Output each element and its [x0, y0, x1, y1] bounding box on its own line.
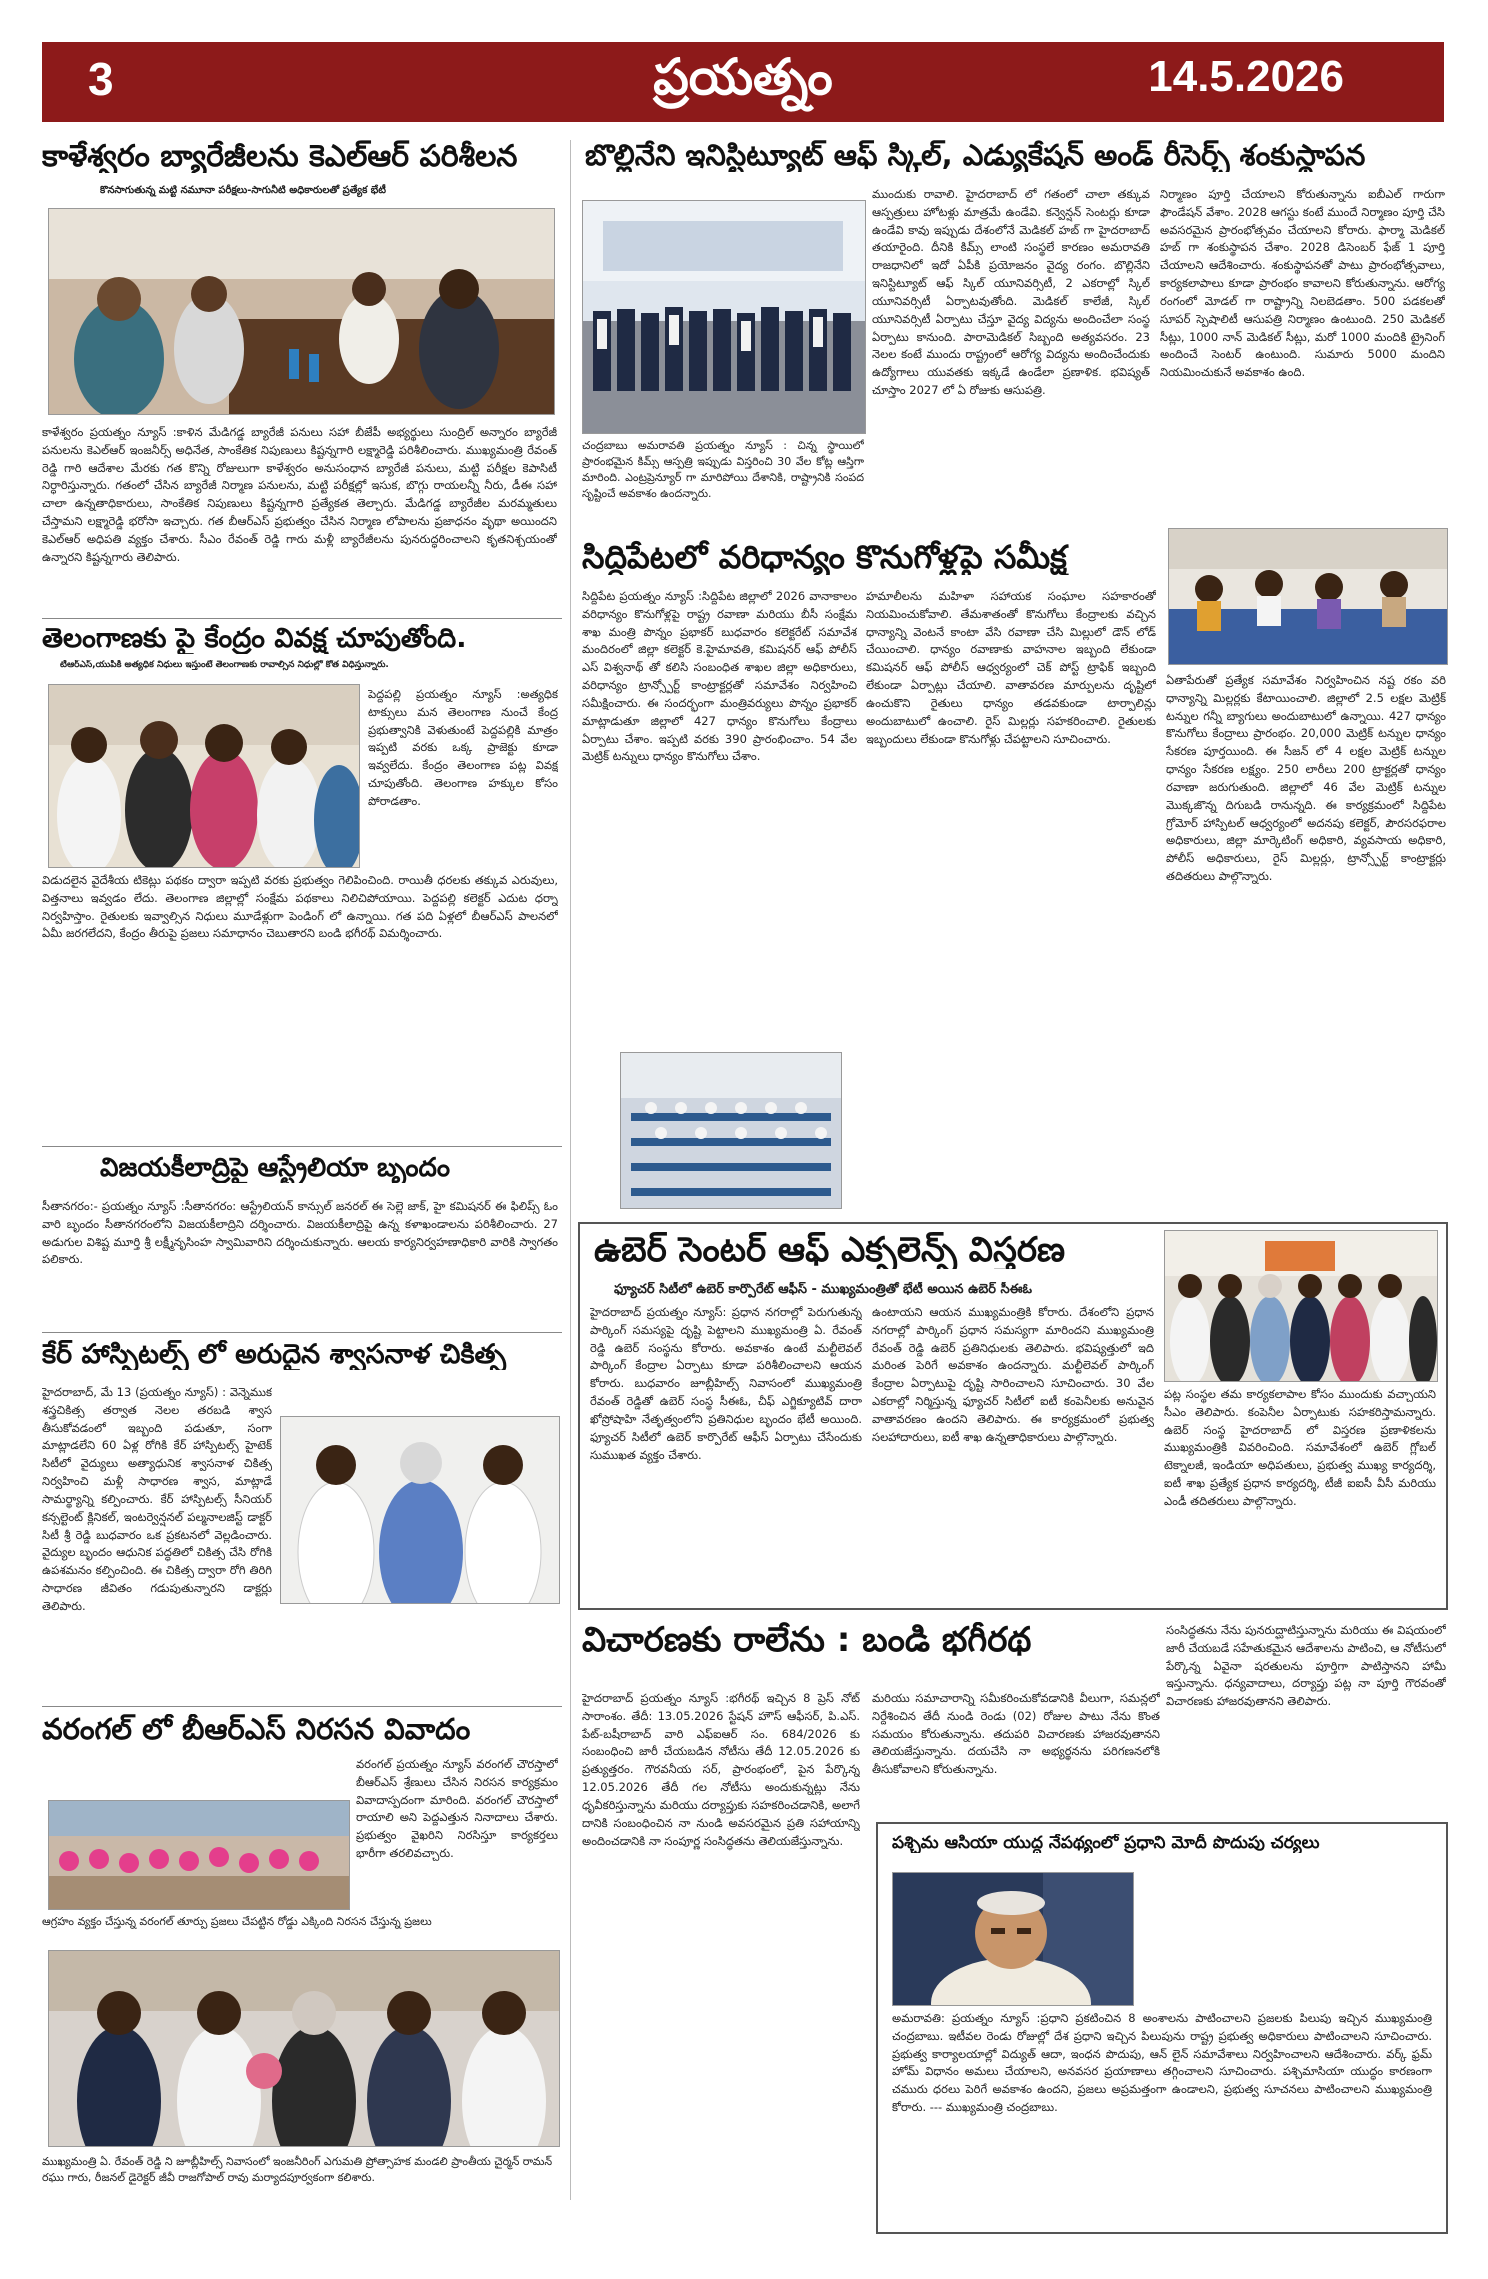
story5-headline: కేర్ హాస్పిటల్స్ లో అరుదైన శ్వాసనాళ చికిత్స	[42, 1340, 506, 1370]
story3-photo	[48, 684, 360, 868]
story10-headline: పశ్చిమ ఆసియా యుద్ధ నేపథ్యంలో ప్రధాని మోదీ పొదుపు చర్యలు	[892, 1834, 1320, 1853]
story4-headline: విజయకీలాద్రిపై ఆస్ట్రేలియా బృందం	[100, 1154, 451, 1183]
story8-body-col2: ఉంటాయని ఆయన ముఖ్యమంత్రికి కోరారు. దేశంలోని ప్రధాన నగరాల్లో పార్కింగ్ ప్రధాన సమస్యగా మారిందని ముఖ్యమంత్రి రేవంత్ రెడ్డి ఉబెర్ ప్రతినిధులకు తెలిపారు. భవిష్యత్తులో ఇది మరింత పెరిగే అవకాశం ఉందన్నారు. మల్టీలెవల్ పార్కింగ్ కేంద్రాల ఏర్పాటుపై దృష్టి సారించాలని సూచించారు. 30 వేల ఎకరాల్లో నిర్మిస్తున్న ఫ్యూచర్ సిటీలో ఐటీ కంపెనీలకు అనువైన వాతావరణం ఉందని తెలిపారు. ఈ కార్యక్రమంలో ప్రభుత్వ సలహాదారులు, ఐటీ శాఖ ఉన్నతాధికారులు పాల్గొన్నారు.	[872, 1305, 1154, 1444]
story10-body: అమరావతి: ప్రయత్నం న్యూస్ :ప్రధాని ప్రకటించిన 8 అంశాలను పాటించాలని ప్రజలకు పిలుపు ఇచ్చిన ముఖ్యమంత్రి చంద్రబాబు. ఇటీవల రెండు రోజుల్లో దేశ ప్రధాని ఇచ్చిన పిలుపును రాష్ట్ర ప్రభుత్వ అధికారులు పాటించాలని సూచించారు. ప్రభుత్వ కార్యాలయాల్లో విద్యుత్ ఆదా, ఇంధన పొదుపు, ఆన్ లైన్ సమావేశాలు నిర్వహించాలని ఆదేశించారు. వర్క్ ఫ్రమ్ హోమ్ విధానం అమలు చేయాలని, అనవసర ప్రయాణాలు తగ్గించాలని సూచించారు. పశ్చిమాసియా యుద్ధం కారణంగా చమురు ధరలు పెరిగే అవకాశం ఉందని, ప్రజలు అప్రమత్తంగా ఉండాలని, ప్రభుత్వ సూచనలు పాటించాలని ముఖ్యమంత్రి కోరారు. --- ముఖ్యమంత్రి చంద్రబాబు.	[892, 2011, 1432, 2115]
story6-photo1	[48, 1800, 350, 1910]
story7-headline: సిద్దిపేటలో వరిధాన్యం కొనుగోళ్లపై సమీక్ష	[582, 540, 1067, 576]
story3-body: విడుదలైన వైదేశీయ టికెట్లు పథకం ద్వారా ఇప్పటి వరకు ప్రభుత్వం గెలిపించింది. రాయితీ ధరలకు తక్కువ ఎరువులు, విత్తనాలు ఇవ్వడం లేదు. తెలంగాణ జిల్లాల్లో సంక్షేమ పథకాలు నిలిచిపోయాయి. పెద్దపల్లి కలెక్టర్ ఎదుట ధర్నా నిర్వహిస్తాం. రైతులకు ఇవ్వాల్సిన నిధులు మూడేళ్లుగా పెండింగ్ లో ఉన్నాయి. గత పది ఏళ్లలో బీఆర్ఎస్ పాలనలో ఏమీ జరగలేదని, కేంద్రం తీరుపై ప్రజలు సమాధానం చెబుతారని బండి భగీరథ్ విమర్శించారు.	[42, 873, 558, 941]
story10-photo	[892, 1872, 1134, 2006]
page-number: 3	[88, 53, 114, 105]
story1-headline: కాళేశ్వరం బ్యారేజీలను కెఎల్ఆర్ పరిశీలన	[42, 140, 518, 173]
divider	[42, 1706, 562, 1707]
story6-caption1: ఆగ్రహం వ్యక్తం చేస్తున్న వరంగల్ తూర్పు ప్రజలు చేపట్టిన రోడ్డు ఎక్కింది నిరసన చేస్తున్న ప్రజలు	[42, 1915, 432, 1928]
column-divider	[570, 140, 571, 2200]
story1-body: కాళేశ్వరం ప్రయత్నం న్యూస్ :కాళిన మేడిగడ్డ బ్యారేజీ పనులు సహా బీజేపీ అభ్యర్థులు సుంద్రిల్ అన్నారం బ్యారేజీ పనులను కెఎల్ఆర్ ఇంజనీర్స్ అధినేత, సాంకేతిక నిపుణులు కిష్టన్నగారి లక్ష్మారెడ్డి పరిశీలించారు. ముఖ్యమంత్రి రేవంత్ రెడ్డి గారి ఆదేశాల మేరకు గత కొన్ని రోజులుగా కాళేశ్వరం అనుసంధాన బ్యారేజీ పనులు, మట్టి పరీక్షల కెపాసిటీ నిర్ధారిస్తున్నారు. గతంలో చేసిన బ్యారేజీ నిర్మాణ పనులను, మట్టి పరీక్షల్లో ఇసుక, బొగ్గు రాయలన్నీ నీరు, డీఈ సహా చాలా ఉన్నతాధికారులు, సాంకేతిక నిపుణులు కిష్టన్నగారి ప్రత్యేకత తెల్చారు. మేడిగడ్డ బ్యారేజీల మరమ్మతులు చేస్తామని లక్ష్మారెడ్డి భరోసా ఇచ్చారు. గత బీఆర్ఎస్ ప్రభుత్వం చేసిన నిర్మాణ లోపాలను ప్రజాధనం వృథా అయిందని కెఎల్ఆర్ అధిపతి వ్యక్తం చేశారు. సీఎం రేవంత్ రెడ్డి గారు మళ్లీ బ్యారేజీలను పునరుద్ధరించాలని కృతనిశ్చయంతో ఉన్నారని కిష్టన్నగారు తెలిపారు.	[42, 425, 557, 564]
issue-date: 14.5.2026	[1148, 52, 1344, 101]
story9-body-col2: మరియు సమాచారాన్ని సమీకరించుకోవడానికి వీలుగా, సమన్లలో నిర్దేశించిన తేదీ నుండి రెండు (02) రోజుల పాటు నేను కొంత సమయం కోరుతున్నాను. తదుపరి విచారణకు హాజరవుతానని తెలియజేస్తున్నాను. దయచేసి నా అభ్యర్థనను పరిగణనలోకి తీసుకోవాలని కోరుతున్నాను.	[872, 1691, 1160, 1777]
story8-subhead: ఫ్యూచర్ సిటీలో ఉబెర్ కార్పొరేట్ ఆఫీస్ - ముఖ్యమంత్రితో భేటీ అయిన ఉబెర్ సీఈఓ	[614, 1282, 1032, 1297]
paper-name: ప్రయత్నం	[653, 48, 833, 106]
divider	[42, 1332, 562, 1333]
story6-headline: వరంగల్ లో బీఆర్ఎస్ నిరసన వివాదం	[42, 1714, 471, 1746]
story9-body-col3: సంసిద్ధతను నేను పునరుద్ఘాటిస్తున్నాను మరియు ఈ విషయంలో జారీ చేయబడే సహేతుకమైన ఆదేశాలను పాటించి, ఆ నోటీసులో పేర్కొన్న ఏవైనా షరతులను పూర్తిగా పాటిస్తానని హామీ ఇస్తున్నాను. ధన్యవాదాలు, దర్యాప్తు పట్ల నా పూర్తి గౌరవంతో విచారణకు హాజరవుతానని తెలిపారు.	[1166, 1623, 1446, 1709]
story4-body: సీతానగరం:- ప్రయత్నం న్యూస్ :సీతానగరం: ఆస్ట్రేలియన్ కాన్సుల్ జనరల్ ఈ సెల్లె జాక్, హై కమిషనర్ ఈ ఫిలిప్స్ ఓం వారి బృందం సీతానగరంలోని విజయకీలాద్రిని దర్శించారు. విజయకీలాద్రిపై ఉన్న కళాఖండాలను పరిశీలించారు. 27 అడుగుల విశిష్ట మూర్తి శ్రీ లక్ష్మీనృసింహ స్వామివారిని దర్శించుకున్నారు. ఆలయ కార్యనిర్వహణాధికారి వారికి స్వాగతం పలికారు.	[42, 1199, 558, 1267]
story2-caption: చంద్రబాబు అమరావతి ప్రయత్నం న్యూస్ : చిన్న స్థాయిలో ప్రారంభమైన కిమ్స్ ఆస్పత్రి ఇప్పుడు విస్తరించి 30 వేల కోట్ల ఆస్తిగా మారింది. ఎంట్రప్రెన్యూర్ గా మారిపోయి దేశానికి, రాష్ట్రానికి సంపద సృష్టించే అవకాశం ఉందన్నారు.	[582, 439, 864, 500]
divider	[42, 1146, 562, 1147]
story6-photo2	[48, 1950, 560, 2147]
story1-photo	[48, 208, 555, 415]
story5-photo	[280, 1416, 560, 1604]
story6-caption2: ముఖ్యమంత్రి ఏ. రేవంత్ రెడ్డి ని జూబ్లీహిల్స్ నివాసంలో ఇంజనీరింగ్ ఎగుమతి ప్రోత్సాహక మండలి ప్రాంతీయ చైర్మన్ రామన్ రఘు గారు, రీజనల్ డైరెక్టర్ జీవీ రాజగోపాల్ రావు మర్యాదపూర్వకంగా కలిశారు.	[42, 2155, 553, 2184]
story9-body-col1: హైదరాబాద్ ప్రయత్నం న్యూస్ :భగీరథ్ ఇచ్చిన 8 ప్రెస్ నోట్ సారాంశం. తేదీ: 13.05.2026 స్టేషన్ హౌస్ ఆఫీసర్, పి.ఎస్. పేట్-బషీరాబాద్ వారి ఎఫ్ఐఆర్ సం. 684/2026 కు సంబంధించి జారీ చేయబడిన నోటీసు తేదీ 12.05.2026 కు ప్రత్యుత్తరం. గౌరవనీయ సర్, ప్రారంభంలో, పైన పేర్కొన్న 12.05.2026 తేదీ గల నోటీసు అందుకున్నట్లు నేను ధృవీకరిస్తున్నాను మరియు దర్యాప్తుకు సహకరించడానికి, అలాగే దానికి సంబంధించిన నా నుండి అవసరమైన ప్రతి సహాయాన్ని అందించడానికి నా సంపూర్ణ సంసిద్ధతను తెలియజేస్తున్నాను.	[582, 1691, 860, 1848]
story8-body-col3: పట్ల సంస్థల తమ కార్యకలాపాల కోసం ముందుకు వచ్చాయని సీఎం తెలిపారు. కంపెనీల ఏర్పాటుకు సహకరిస్తామన్నారు. ఉబెర్ సంస్థ హైదరాబాద్ లో విస్తరణ ప్రణాళికలను ముఖ్యమంత్రికి వివరించింది. సమావేశంలో ఉబెర్ గ్లోబల్ టెక్నాలజీ, ఇండియా అధిపతులు, ప్రభుత్వ ముఖ్య కార్యదర్శి, ఐటీ శాఖ ప్రత్యేక ప్రధాన కార్యదర్శి, టీజీ ఐఐసీ వీసీ మరియు ఎండీ తదితరులు పాల్గొన్నారు.	[1164, 1387, 1436, 1508]
story3-subhead: టీఆర్ఎస్,యుపికి అత్యధిక నిధులు ఇస్తుంటే తెలంగాణకు రావాల్సిన నిధుల్లో కోత విధిస్తున్నారు.	[60, 660, 389, 670]
story7-body-col1: సిద్దిపేట ప్రయత్నం న్యూస్ :సిద్దిపేట జిల్లాలో 2026 వానాకాలం వరిధాన్యం కొనుగోళ్లపై రాష్ట్ర రవాణా మరియు బీసీ సంక్షేమ శాఖ మంత్రి పొన్నం ప్రభాకర్ బుధవారం కలెక్టరేట్ సమావేశ మందిరంలో జిల్లా కలెక్టర్ కె.హైమావతి, కమిషనర్ ఆఫ్ పోలీస్ ఎస్ విశ్వనాథ్ తో కలిసి సంబంధిత శాఖల జిల్లా అధికారులు, వరిధాన్యం ట్రాన్స్పోర్ట్ కాంట్రాక్టర్లతో సమావేశం నిర్వహించి సమీక్షించారు. ఈ సందర్భంగా మంత్రివర్యులు పొన్నం ప్రభాకర్ మాట్లాడుతూ జిల్లాలో 427 ధాన్యం కొనుగోలు కేంద్రాలు ఏర్పాటు చేశాం. ఇప్పటి వరకు 390 ప్రారంభించాం. 54 వేల మెట్రిక్ టన్నులు ధాన్యం కొనుగోలు చేశాం.	[582, 589, 857, 764]
story3-headline: తెలంగాణకు పై కేంద్రం వివక్ష చూపుతోంది.	[42, 624, 467, 654]
story7-photo1	[1168, 528, 1448, 665]
story8-body-col1: హైదరాబాద్ ప్రయత్నం న్యూస్: ప్రధాన నగరాల్లో పెరుగుతున్న పార్కింగ్ సమస్యపై దృష్టి పెట్టాలని ముఖ్యమంత్రి ఏ. రేవంత్ రెడ్డి ఉబెర్ సంస్థను కోరారు. అవకాశం ఉంటే మల్టీలెవల్ పార్కింగ్ కేంద్రాల ఏర్పాటు కూడా పరిశీలించాలని ఆయన కోరారు. బుధవారం జూబ్లీహిల్స్ నివాసంలో ముఖ్యమంత్రి రేవంత్ రెడ్డితో ఉబెర్ సంస్థ సీఈఓ, చీఫ్ ఎగ్జిక్యూటివ్ దారా ఖోస్రోషాహి నేతృత్వంలోని ప్రతినిధుల బృందం భేటీ అయింది. ఫ్యూచర్ సిటీలో ఉబెర్ కార్పొరేట్ ఆఫీస్ ఏర్పాటు చేసేందుకు సుముఖత వ్యక్తం చేశారు.	[590, 1305, 862, 1462]
story1-subhead: కొనసాగుతున్న మట్టి నమూనా పరీక్షలు-సాగునీటి అధికారులతో ప్రత్యేక భేటీ	[100, 185, 386, 196]
story5-body: హైదరాబాద్, మే 13 (ప్రయత్నం న్యూస్) : వెన్నెముక శస్త్రచికిత్స తర్వాత నెలల తరబడి శ్వాస తీసుకోవడంలో ఇబ్బంది పడుతూ, సంగా మాట్లాడలేని 60 ఏళ్ల రోగికి కేర్ హాస్పిటల్స్ హైటెక్ సిటీలో వైద్యులు అత్యాధునిక శ్వాసనాళ చికిత్స నిర్వహించి మళ్లీ సాధారణ శ్వాస, మాట్లాడే సామర్థ్యాన్ని కల్పించారు. కేర్ హాస్పిటల్స్ సీనియర్ కన్సల్టెంట్ క్లినికల్, ఇంటర్వెన్షనల్ పల్మనాలజిస్ట్ డాక్టర్ సిటీ శ్రీ రెడ్డి బుధవారం ఒక ప్రకటనలో వెల్లడించారు. వైద్యుల బృందం ఆధునిక పద్ధతిలో చికిత్స చేసి రోగికి ఉపశమనం కల్పించింది. ఈ చికిత్స ద్వారా రోగి తిరిగి సాధారణ జీవితం గడుపుతున్నారని డాక్టర్లు తెలిపారు.	[42, 1385, 272, 1613]
story8-photo	[1164, 1230, 1438, 1382]
story7-photo2	[620, 1052, 842, 1209]
story2-body-col1: ముందుకు రావాలి. హైదరాబాద్ లో గతంలో చాలా తక్కువ ఆస్పత్రులు హోటళ్లు మాత్రమే ఉండేవి. కన్వెన్షన్ సెంటర్లు కూడా ఉండేవి కావు ఇప్పుడు దేశంలోనే మెడికల్ హబ్ గా హైదరాబాద్ తయారైంది. దీనికి కిమ్స్ లాంటి సంస్థలే కారణం అమరావతి రాజధానిలో ఇదో ఏపీకి ప్రయోజనం వైద్య రంగం. బొల్లినేని ఇనిస్టిట్యూట్ ఆఫ్ స్కిల్ యూనివర్సిటీ, 2 ఎకరాల్లో స్కిల్ యూనివర్సిటీ ఏర్పాటవుతోంది. మెడికల్ కాలేజీ, స్కిల్ యూనివర్సిటీ ఏర్పాటు చేస్తూ వైద్య విద్యను అందించేలా సంస్థ ఏర్పాటు కానుంది. పారామెడికల్ సిబ్బంది అత్యవసరం. 23 నెలల కంటే ముందు రాష్ట్రంలో ఆరోగ్య విద్యను అందించేందుకు ఉద్యోగాలు యువతకు ఇక్కడే ఉండేలా ప్రణాళిక. భవిష్యత్ చూస్తాం 2027 లో ఏ రోజుకు ఆసుపత్రి.	[872, 187, 1150, 397]
masthead	[42, 42, 1444, 122]
story2-photo	[582, 200, 866, 434]
story2-body-col2: నిర్మాణం పూర్తి చేయాలని కోరుతున్నాను ఐబీఎల్ గారుగా ఫౌండేషన్ వేశాం. 2028 ఆగస్టు కంటే ముందే నిర్మాణం పూర్తి చేసి అవసరమైన ప్రారంభోత్సవం చేయాలని కోరారు. ఫార్మా మెడికల్ హబ్ గా శంకుస్థాపన చేశాం. 2028 డిసెంబర్ ఫేజ్ 1 పూర్తి చేయాలని ఆదేశించారు. శంకుస్థాపనతో పాటు ప్రారంభోత్సవాలు, కార్యకలాపాలు కూడా ప్రారంభం కావాలని కోరుతున్నాను. ఆరోగ్య రంగంలో మోడల్ గా రాష్ట్రాన్ని నిలబెడతాం. 500 పడకలతో సూపర్ స్పెషాలిటీ ఆసుపత్రి నిర్మాణం ఉంటుంది. 250 మెడికల్ సీట్లు, 1000 నాన్ మెడికల్ సీట్లు, మరో 1000 మందికి ట్రైనింగ్ అందించే సెంటర్ ఉంటుంది. సుమారు 5000 మందిని నియమించుకునే అవకాశం ఉంది.	[1160, 187, 1445, 380]
story9-headline: విచారణకు రాలేను : బండి భగీరథ	[582, 1622, 1032, 1660]
story2-headline: బొల్లినేని ఇనిస్టిట్యూట్ ఆఫ్ స్కిల్, ఎడ్యుకేషన్ అండ్ రీసెర్చ్ శంకుస్థాపన	[585, 140, 1366, 172]
story8-headline: ఉబెర్ సెంటర్ ఆఫ్ ఎక్సలెన్స్ విస్తరణ	[594, 1232, 1066, 1270]
story6-body-side: వరంగల్ ప్రయత్నం న్యూస్ వరంగల్ చౌరస్తాలో బీఆర్ఎస్ శ్రేణులు చేసిన నిరసన కార్యక్రమం వివాదాస్పదంగా మారింది. వరంగల్ చౌరస్తాలో రాయాలి అని పెద్దఎత్తున నినాదాలు చేశారు. ప్రభుత్వం వైఖరిని నిరసిస్తూ కార్యకర్తలు భారీగా తరలివచ్చారు.	[356, 1757, 558, 1861]
story7-body-col2: హమాలీలను మహిళా సహాయక సంఘాల సహకారంతో నియమించుకోవాలి. తేమశాతంతో కొనుగోలు కేంద్రాలకు వచ్చిన ధాన్యాన్ని వెంటనే కాంటా వేసి రవాణా చేసి మిల్లులో డౌన్ లోడ్ చేయించాలి. ధాన్యం రవాణాకు వాహనాల ఇబ్బంది లేకుండా కమిషనర్ ఆఫ్ పోలీస్ ఆధ్వర్యంలో చెక్ పోస్ట్ ట్రాఫిక్ ఇబ్బంది లేకుండా ఏర్పాట్లు చేయాలి. వాతావరణ మార్పులను దృష్టిలో ఉంచుకొని రైతులు ధాన్యం తడవకుండా టార్పాలిన్లు అందుబాటులో ఉంచాలి. రైస్ మిల్లర్లు సహకరించాలి. రైతులకు ఇబ్బందులు లేకుండా కొనుగోళ్లు చేపట్టాలని సూచించారు.	[866, 589, 1156, 746]
story5-body-bottom	[42, 1608, 558, 1700]
story3-body-side: పెద్దపల్లి ప్రయత్నం న్యూస్ :అత్యధిక టాక్సులు మన తెలంగాణ నుంచే కేంద్ర ప్రభుత్వానికి వెళుతుంటే పెద్దపల్లికి మాత్రం ఇప్పటి వరకు ఒక్క ప్రాజెక్టు కూడా ఇవ్వలేదు. కేంద్రం తెలంగాణ పట్ల వివక్ష చూపుతోంది. తెలంగాణ హక్కుల కోసం పోరాడతాం.	[368, 687, 558, 808]
story7-body-col3: ఏతాపేరుతో ప్రత్యేక సమావేశం నిర్వహించిన నష్ట రకం వరి ధాన్యాన్ని మిల్లర్లకు కేటాయించాలి. జిల్లాలో 2.5 లక్షల మెట్రిక్ టన్నుల గన్నీ బ్యాగులు అందుబాటులో ఉన్నాయి. 427 ధాన్యం కొనుగోలు కేంద్రాలు ప్రారంభం. 20,000 మెట్రిక్ టన్నుల ధాన్యం సేకరణ పూర్తయింది. ఈ సీజన్ లో 4 లక్షల మెట్రిక్ టన్నుల ధాన్యం సేకరణ లక్ష్యం. 250 లారీలు 200 ట్రాక్టర్లతో ధాన్యం రవాణా జరుగుతుంది. జిల్లాలో 46 వేల మెట్రిక్ టన్నుల మొక్కజొన్న దిగుబడి రానున్నది. ఈ కార్యక్రమంలో సిద్దిపేట గ్రోమోర్ హాస్పిటల్ ఆధ్వర్యంలో అదనపు కలెక్టర్, పౌరసరఫరాల అధికారులు, జిల్లా మార్కెటింగ్ అధికారి, వ్యవసాయ అధికారి, పోలీస్ అధికారులు, రైస్ మిల్లర్లు, ట్రాన్స్పోర్ట్ కాంట్రాక్టర్లు తదితరులు పాల్గొన్నారు.	[1166, 673, 1446, 883]
divider	[42, 618, 562, 619]
